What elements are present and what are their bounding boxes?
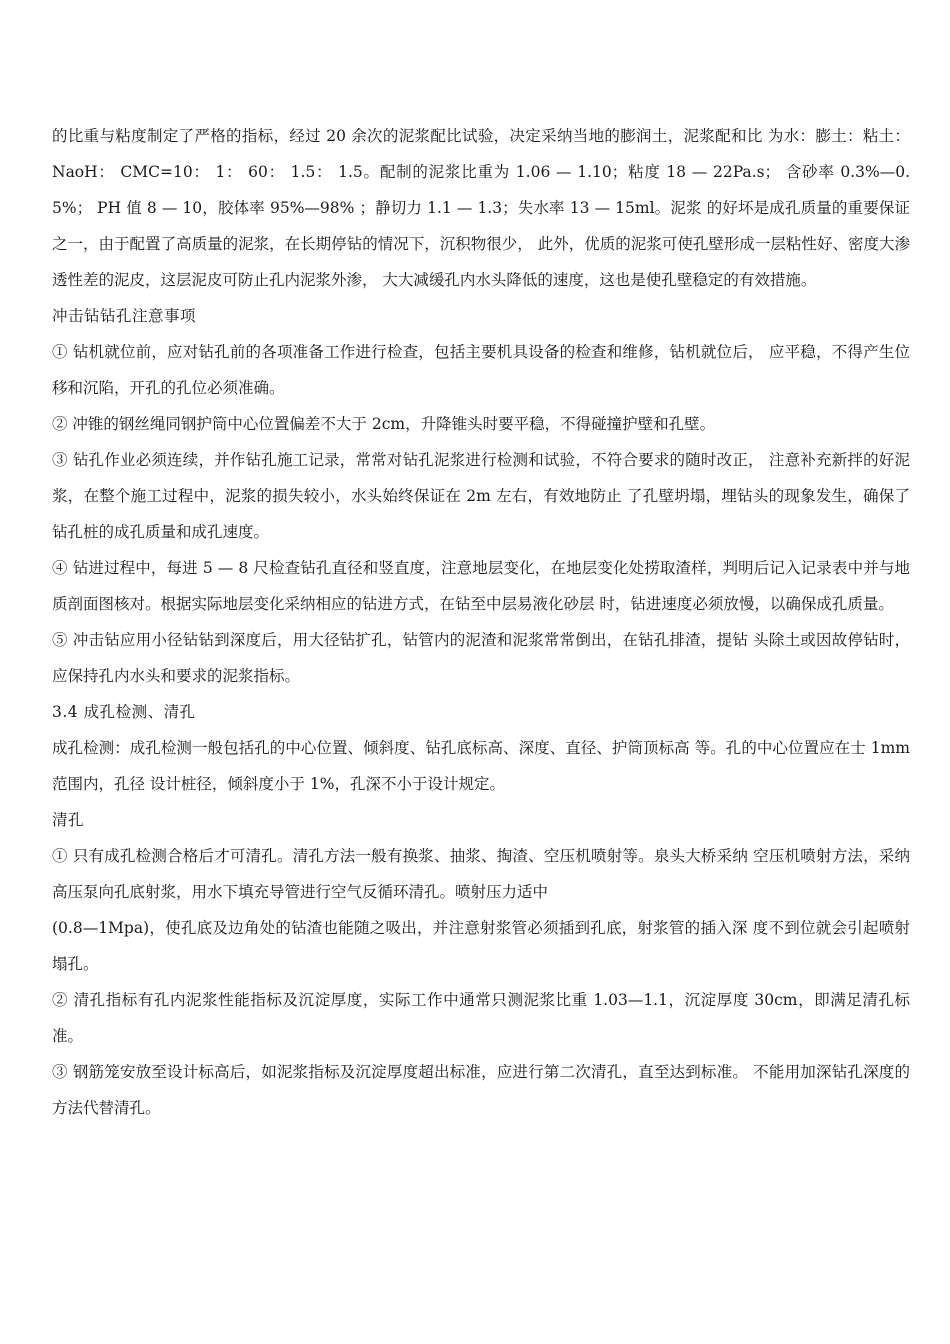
note-item-2: ② 冲锥的钢丝绳同钢护筒中心位置偏差不大于 2cm，升降锥头时要平稳，不得碰撞护壁和孔壁。 — [52, 415, 716, 433]
note-item-4: ④ 钻进过程中，每进 5 — 8 尺检查钻孔直径和竖直度，注意地层变化，在地层变化处捞取渣样，判明后记入记录表中并与地质剖面图核对。根据实际地层变化采纳相应的钻进方式，在钻至中层易液化砂层 时，钻进速度必须放慢，以确保成孔质量。 — [52, 559, 910, 613]
heading-drilling-notes: 冲击钻钻孔注意事项 — [52, 307, 197, 325]
paragraph-mud-ratio: 的比重与粘度制定了严格的指标，经过 20 余次的泥浆配比试验，决定采纳当地的膨润土，泥浆配和比 为水：膨土：粘土： NaoH： CMC=10： 1： 60： 1.5： 1.5。配制的泥浆比重为 1.06 — 1.10；粘度 18 — 22Pa.s； 含砂率 0.3%—0.5%； PH 值 8 — 10，胶体率 95%—98% ；静切力 1.1 — 1.3；失水率 13 — 15ml。泥浆 的好坏是成孔质量的重要保证之一，由于配置了高质量的泥浆，在长期停钻的情况下，沉积物很少， 此外，优质的泥浆可使孔壁形成一层粘性好、密度大渗透性差的泥皮，这层泥皮可防止孔内泥浆外渗， 大大减缓孔内水头降低的速度，这也是使孔壁稳定的有效措施。 — [52, 127, 910, 289]
cleaning-item-3: ③ 钢筋笼安放至设计标高后，如泥浆指标及沉淀厚度超出标准，应进行第二次清孔，直至达到标准。 不能用加深钻孔深度的方法代替清孔。 — [52, 1063, 910, 1117]
note-item-5: ⑤ 冲击钻应用小径钻钻到深度后，用大径钻扩孔，钻管内的泥渣和泥浆常常倒出，在钻孔排渣，提钻 头除土或因故停钻时，应保持孔内水头和要求的泥浆指标。 — [52, 631, 910, 685]
heading-cleaning: 清孔 — [52, 811, 85, 829]
cleaning-item-1-continued: (0.8—1Mpa)，使孔底及边角处的钻渣也能随之吸出，并注意射浆管必须插到孔底，射浆管的插入深 度不到位就会引起喷射塌孔。 — [52, 919, 910, 973]
cleaning-item-1: ① 只有成孔检测合格后才可清孔。清孔方法一般有换浆、抽浆、掏渣、空压机喷射等。泉头大桥采纳 空压机喷射方法，采纳高压泵向孔底射浆，用水下填充导管进行空气反循环清孔。喷射压力适中 — [52, 847, 910, 901]
cleaning-item-2: ② 清孔指标有孔内泥浆性能指标及沉淀厚度，实际工作中通常只测泥浆比重 1.03—1.1，沉淀厚度 30cm，即满足清孔标准。 — [52, 991, 910, 1045]
note-item-1: ① 钻机就位前，应对钻孔前的各项准备工作进行检查，包括主要机具设备的检查和维修，钻机就位后， 应平稳，不得产生位移和沉陷，开孔的孔位必须准确。 — [52, 343, 910, 397]
note-item-3: ③ 钻孔作业必须连续，并作钻孔施工记录，常常对钻孔泥浆进行检测和试验，不符合要求的随时改正， 注意补充新拌的好泥浆，在整个施工过程中，泥浆的损失较小，水头始终保证在 2m 左右，有效地防止 了孔壁坍塌，埋钻头的现象发生，确保了钻孔桩的成孔质量和成孔速度。 — [52, 451, 910, 541]
document-body — [52, 118, 910, 1126]
paragraph-hole-inspection: 成孔检测：成孔检测一般包括孔的中心位置、倾斜度、钻孔底标高、深度、直径、护筒顶标高 等。孔的中心位置应在士 1mm 范围内，孔径 设计桩径，倾斜度小于 1%，孔深不小于设计规定。 — [52, 739, 910, 793]
heading-section-3-4: 3.4 成孔检测、清孔 — [52, 703, 196, 721]
